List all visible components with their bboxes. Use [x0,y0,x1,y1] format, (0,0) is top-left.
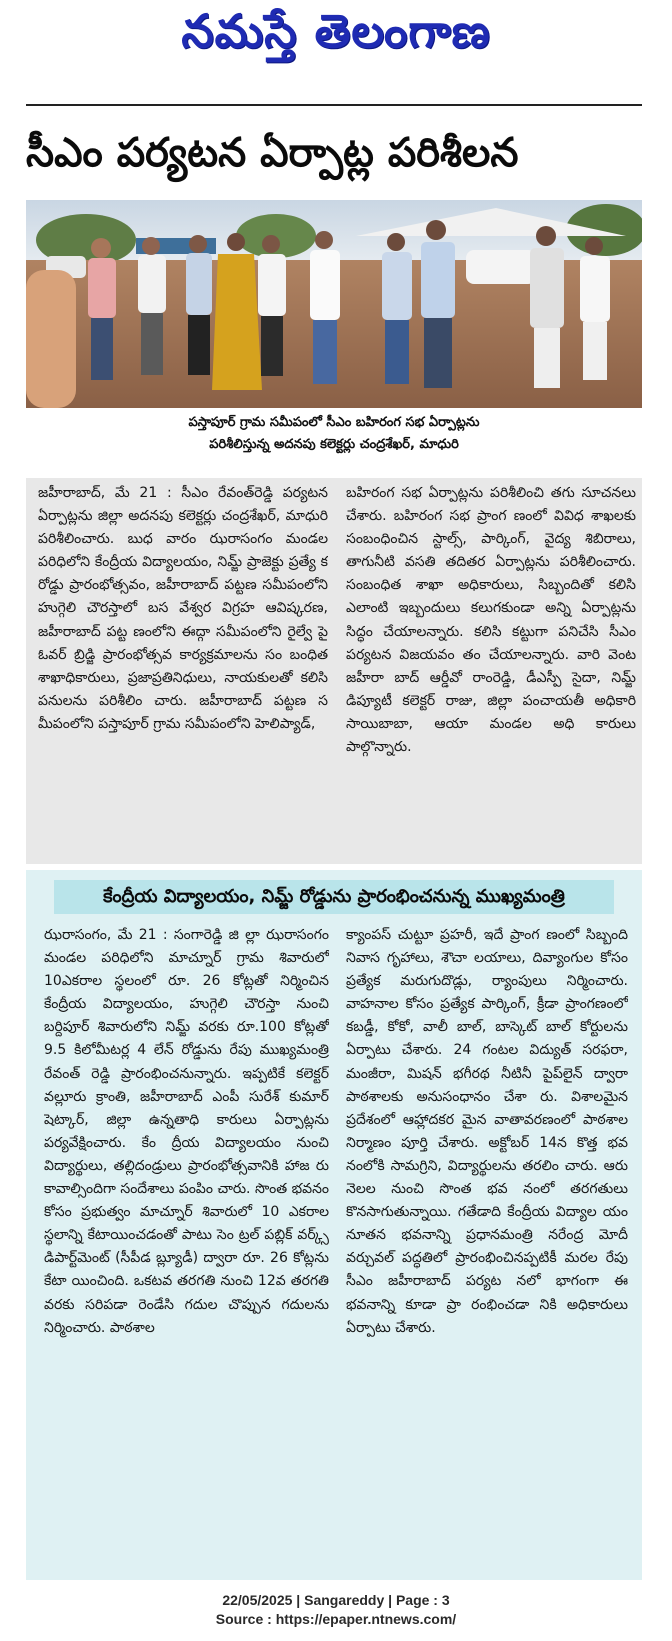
caption-line-1: పస్తాపూర్ గ్రామ సమీపంలో సీఎం బహిరంగ సభ ఏర్పాట్లను [188,415,480,430]
second-story-text-right: క్యాంపస్ చుట్టూ ప్రహరీ, ఇదే ప్రాంగ ణంలో సిబ్బంది నివాస గృహాలు, శౌచా లయాలు, దివ్యాంగుల కోసం ప్రత్యేక మరుగుదొడ్లు, ర్యాంపులు నిర్మించారు. వాహనాల కోసం ప్రత్యేక పార్కింగ్, క్రీడా ప్రాంగణంలో కబడ్డీ, కోకో, వాలీ బాల్, బాస్కెట్ బాల్ కోర్టులను ఏర్పాటు చేశారు. 24 గంటల విద్యుత్ సరఫరా, మంజీరా, మిషన్ భగీరథ నీటినీ పైప్‌లైన్ ద్వారా పాఠశాలకు అనుసంధానం చేశా రు. విశాలమైన ప్రదేశంలో ఆహ్లాదకర మైన వాతావరణంలో పాఠశాల నిర్మాణం పూర్తి చేశారు. అక్టోబర్ 14న కొత్త భవ నంలోకి సామగ్రిని, విద్యార్థులను తరలిం చారు. ఆరు నెలల నుంచి సొంత భవ నంలో తరగతులు కొనసాగుతున్నాయి. గతేడాది కేంద్రీయ విద్యాల యం నూతన భవనాన్ని ప్రధానమంత్రి నరేంద్ర మోదీ వర్చువల్ పద్ధతిలో ప్రారంభించినప్పటికీ మరల రేపు సీఎం జహీరాబాద్ పర్యట నలో భాగంగా ఈ భవనాన్ని కూడా ప్రా రంభించడా నికి అధికారులు ఏర్పాటు చేశారు. [346,927,628,1336]
headline: సీఎం పర్యటన ఏర్పాట్ల పరిశీలన [26,130,519,176]
footer-date-edition: 22/05/2025 | Sangareddy | Page : 3 [222,1592,450,1608]
main-story-text-right: బహిరంగ సభ ఏర్పాట్లను పరిశీలించి తగు సూచనలు చేశారు. బహిరంగ సభ ప్రాంగ ణంలో వివిధ శాఖలకు సంబంధించిన స్టాల్స్, పార్కింగ్, వైద్య శిబిరాలు, తాగునీటి వసతి తదితర ఏర్పాట్లను పరిశీలించారు. సంబంధిత శాఖా అధికారులు, సిబ్బందితో కలిసి ఎలాంటి ఇబ్బందులు కలుగకుండా అన్ని ఏర్పాట్లను సిద్ధం చేయాలన్నారు. కలిసి కట్టుగా పనిచేసి సీఎం పర్యటన విజయవం తం చేయాలన్నారు. వారి వెంట జహీరా బాద్ ఆర్డీవో రాంరెడ్డి, డీఎస్పీ సైదా, నిమ్జ్ డిప్యూటీ కలెక్టర్ రాజు, జిల్లా పంచాయతీ అధికారి సాయిబాబా, ఆయా మండల అధి కారులు పాల్గొన్నారు. [346,485,636,756]
second-story-text-left: ఝరాసంగం, మే 21 : సంగారెడ్డి జి ల్లా ఝరాసంగం మండల పరిధిలోని మాచ్నూర్ గ్రామ శివారులో 10ఎకరాల స్థలంలో రూ. 26 కోట్లతో నిర్మించిన కేంద్రీయ విద్యాలయం, హుగ్గెలి చౌరస్తా నుంచి బర్దిపూర్ శివారులోని నిమ్జ్ వరకు రూ.100 కోట్లతో 9.5 కిలోమీటర్ల 4 లేన్ రోడ్డును రేపు ముఖ్యమంత్రి రేవంత్ రెడ్డి ప్రారంభించనున్నారు. ఇప్పటికే కలెక్టర్ వల్లూరు క్రాంతి, జహీరాబాద్ ఎంపీ సురేశ్ కుమార్ షెట్కార్, జిల్లా ఉన్నతాధి కారులు ఏర్పాట్లను పర్యవేక్షించారు. కేం ద్రీయ విద్యాలయం నుంచి విద్యార్థులు, తల్లిదండ్రులు ప్రారంభోత్సవానికి హాజ రు కావాల్సిందిగా సందేశాలు పంపిం చారు. సొంత భవనం కోసం ప్రభుత్వం మాచ్నూర్ శివారులో 10 ఎకరాల స్థలాన్ని కేటాయించడంతో పాటు సెం ట్రల్ పబ్లిక్ వర్క్స్ డిపార్ట్‌మెంట్ (సీపీడ బ్ల్యూడీ) ద్వారా రూ. 26 కోట్లను కేటా యించింది. ఒకటవ తరగతి నుంచి 12వ తరగతి వరకు సరిపడా రెండేసి గదుల చొప్పున గదులను నిర్మించారు. పాఠశాల [44,927,329,1336]
masthead [0,0,672,100]
main-story [26,478,642,864]
newspaper-title: నమస్తే తెలంగాణ [181,4,491,58]
second-story-column-left [44,924,329,1574]
second-story [26,870,642,1580]
photo-illustration [26,200,642,408]
main-story-column-right [346,482,636,860]
masthead-rule [26,104,642,106]
page-footer [0,1591,672,1629]
photo-caption [26,412,642,470]
main-story-column-left [38,482,328,860]
main-story-text-left: జహీరాబాద్, మే 21 : సీఎం రేవంత్‌రెడ్డి పర్యటన ఏర్పాట్లను జిల్లా అదనపు కలెక్టర్లు చంద్రశేఖర్, మాధురి పరిశీలించారు. బుధ వారం ఝరాసంగం మండల పరిధిలోని కేంద్రీయ విద్యాలయం, నిమ్జ్ ప్రాజెక్టు ప్రత్యే క రోడ్డు ప్రారంభోత్సవం, జహీరాబాద్ పట్టణ సమీపంలోని హుగ్గెలి చౌరస్తాలో బస వేశ్వర విగ్రహ ఆవిష్కరణ, జహీరాబాద్ పట్ట ణంలోని ఈద్గా సమీపంలోని రైల్వే పై ఓవర్ బ్రిడ్జి ప్రారంభోత్సవ కార్యక్రమాలను సం బంధిత శాఖాధికారులు, ప్రజాప్రతినిధులు, నాయకులతో కలిసి పనులను పరిశీలిం చారు. జహీరాబాద్ పట్టణ స మీపంలోని పస్తాపూర్ గ్రామ సమీపంలోని హెలిప్యాడ్, [38,485,328,732]
caption-line-2: పరిశీలిస్తున్న అదనపు కలెక్టర్లు చంద్రశేఖర్, మాధురి [209,437,459,452]
second-story-subhead: కేంద్రీయ విద్యాలయం, నిమ్జ్ రోడ్డును ప్రారంభించనున్న ముఖ్యమంత్రి [54,880,614,914]
second-story-column-right [346,924,628,1574]
news-photo [26,200,642,408]
footer-source: Source : https://epaper.ntnews.com/ [215,1611,457,1627]
